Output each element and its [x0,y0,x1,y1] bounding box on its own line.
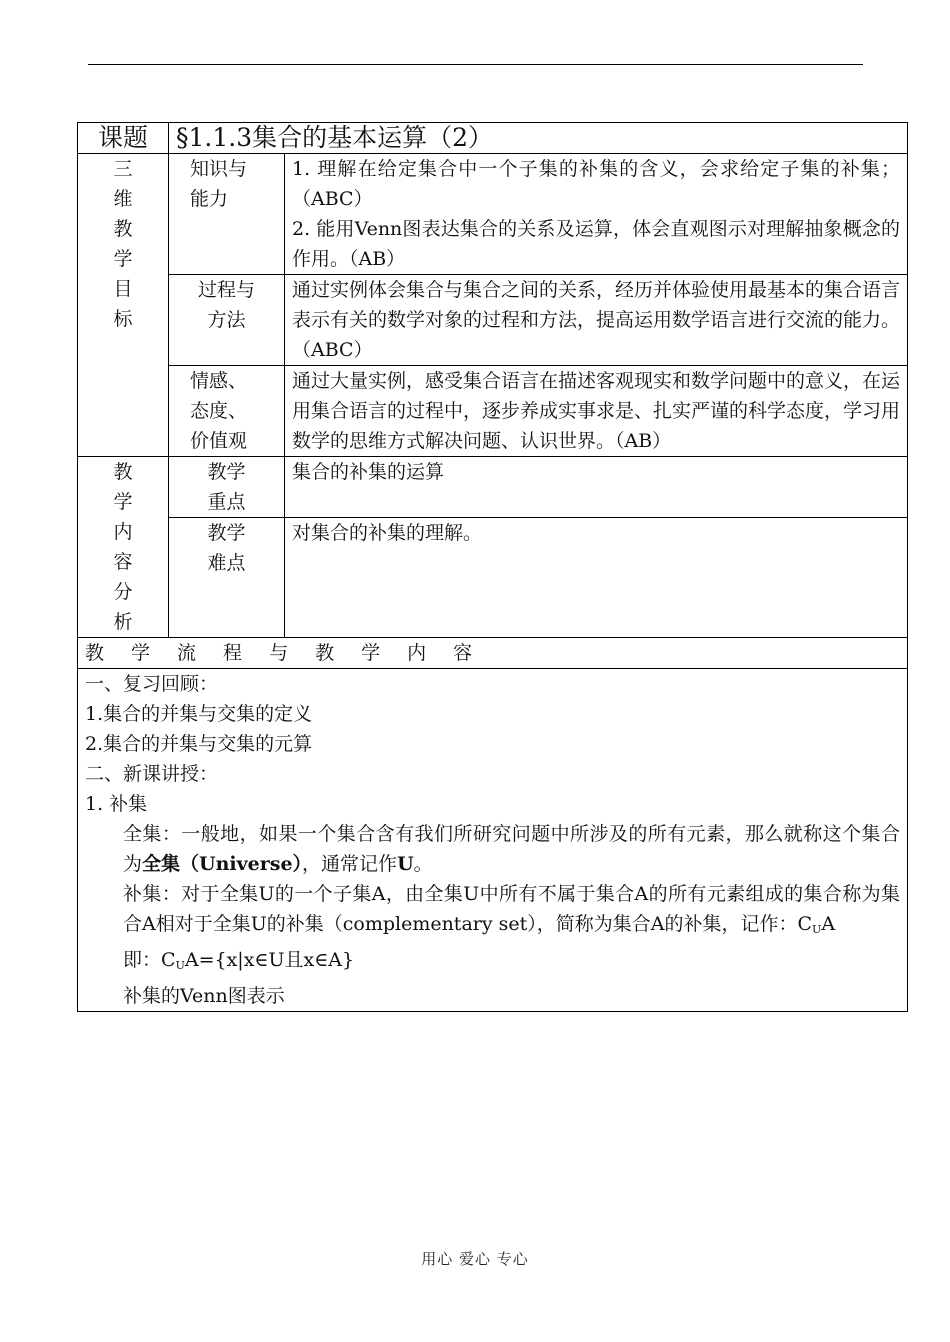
side-char: 分 [113,581,133,603]
side-char: 教 [113,461,133,483]
key-point-content: 集合的补集的运算 [285,457,908,518]
key-point-label [169,457,285,518]
difficulty-label [169,518,285,638]
objective-content-attitude [285,366,908,457]
flow-char: 学 [131,642,151,664]
universe-term: 全集（Universe） [142,853,303,875]
objective-content-knowledge [285,154,908,275]
label-line: 能力 [190,188,229,210]
flow-char: 教 [315,642,335,664]
title-label: 课题 [78,123,169,154]
analysis-row-key-point [78,457,908,518]
set-builder-text: A={x|x∈U且x∈A} [184,949,355,971]
new-lesson-title: 二、新课讲授： [85,763,219,785]
objective-row-process [78,275,908,366]
review-title: 一、复习回顾： [85,673,219,695]
review-item-2: 2.集合的并集与交集的元算 [85,733,313,755]
side-char: 教 [113,218,133,240]
flow-char: 与 [269,642,289,664]
objective-label-knowledge [169,154,285,275]
side-char: 学 [113,248,133,270]
topic-complement: 1. 补集 [85,793,148,815]
label-line: 方法 [207,309,246,331]
label-line: 情感、 [190,370,248,392]
venn-caption: 补集的Venn图表示 [123,985,285,1007]
universe-text: ，通常记作 [302,853,398,875]
label-line: 难点 [207,552,246,575]
side-char: 内 [113,521,133,543]
complement-definition [85,879,900,945]
flow-char: 程 [223,642,243,664]
analysis-row-difficulty [78,518,908,638]
notation-subscript: U [175,959,185,972]
review-item-1: 1.集合的并集与交集的定义 [85,703,313,725]
universe-text: 。 [413,853,433,875]
notation-c: C [797,913,813,935]
side-char: 目 [113,278,133,300]
flow-char: 学 [361,642,381,664]
content-line: 2. 能用Venn图表达集合的关系及运算，体会直观图示对理解抽象概念的作用。（AB） [292,218,900,270]
side-char: 维 [113,188,133,210]
universe-symbol: U [397,853,414,875]
complement-text: 补集：对于全集U的一个子集A，由全集U中所有不属于集合A的所有元素组成的集合称为集合A相对于全集U的补集（complementary set），简称为集合A的补集，记作： [123,883,900,935]
header-rule [88,64,863,65]
difficulty-content: 对集合的补集的理解。 [285,518,908,638]
lesson-plan-table [77,122,908,1012]
objectives-side-label [78,154,169,457]
side-char: 三 [113,158,133,180]
label-line: 教学 [207,522,246,545]
objective-label-attitude [169,366,285,457]
flow-header [78,638,908,669]
lesson-title: §1.1.3集合的基本运算（2） [169,123,908,154]
side-char: 析 [113,611,133,633]
objective-content-process [285,275,908,366]
flow-char: 内 [407,642,427,664]
flow-char: 教 [85,642,105,664]
flow-char: 流 [177,642,197,664]
universe-text: 全集：一般地，如果一个集合含有我们所研究问题中所涉及的所有元素，那么就称这个集合为 [123,823,900,875]
content-line: 通过实例体会集合与集合之间的关系，经历并体验使用最基本的集合语言表示有关的数学对象的过程和方法，提高运用数学语言进行交流的能力。（ABC） [292,279,901,361]
label-line: 知识与 [190,158,248,180]
side-char: 学 [113,491,133,513]
ie-label: 即： [123,949,162,971]
label-line: 教学 [207,461,246,483]
page-footer: 用心 爱心 专心 [421,1250,529,1268]
flow-header-row [78,638,908,669]
objective-row-attitude [78,366,908,457]
title-row [78,123,908,154]
notation-c: C [161,949,176,971]
flow-char: 容 [453,642,473,664]
content-line: 通过大量实例，感受集合语言在描述客观现实和数学问题中的意义，在运用集合语言的过程中，逐步养成实事求是、扎实严谨的科学态度，学习用数学的思维方式解决问题、认识世界。（AB） [292,370,901,452]
label-line: 价值观 [190,430,248,452]
notation-a: A [821,913,836,935]
main-content-row [78,669,908,1012]
objective-row-knowledge [78,154,908,275]
side-char: 标 [113,308,133,330]
label-line: 态度、 [190,400,248,422]
complement-set-builder [85,945,900,981]
notation-subscript: U [812,923,822,936]
label-line: 重点 [207,491,246,513]
side-char: 容 [113,551,133,573]
analysis-side-label [78,457,169,638]
main-content [78,669,908,1012]
objective-label-process [169,275,285,366]
content-line: 1. 理解在给定集合中一个子集的补集的含义，会求给定子集的补集；（ABC） [292,158,900,210]
universe-definition [85,819,900,879]
label-line: 过程与 [197,279,255,301]
